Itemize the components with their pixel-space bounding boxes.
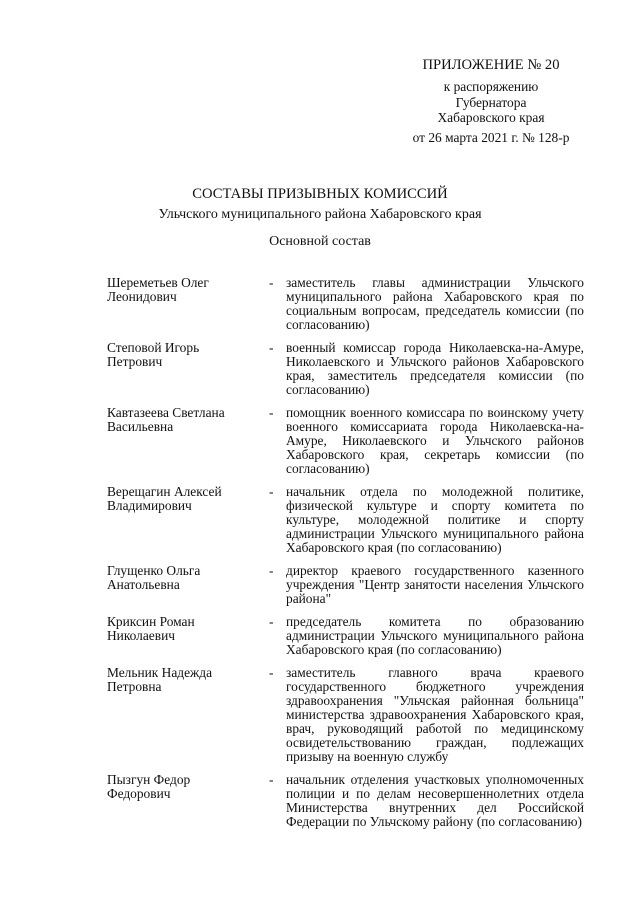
member-name: Криксин Роман Николаевич xyxy=(107,614,195,643)
member-name: Верещагин Алексей Владимирович xyxy=(107,484,222,513)
section-heading: Основной состав xyxy=(269,234,371,249)
member-dash: - xyxy=(269,405,274,420)
member-dash: - xyxy=(269,665,274,680)
member-role: председатель комитета по образованию администрации Ульчского муниципального района Хабаровского края (по согласованию) xyxy=(286,614,584,657)
member-dash: - xyxy=(269,772,274,787)
member-dash: - xyxy=(269,614,274,629)
document-subtitle: Ульчского муниципального района Хабаровского края xyxy=(158,207,482,222)
members-list xyxy=(0,276,640,838)
member-row xyxy=(0,406,640,476)
member-dash: - xyxy=(269,484,274,499)
member-role: начальник отделения участковых уполномоченных полиции и по делам несовершеннолетних отдела Министерства внутренних дел Российской Федерации по Ульчскому району (по согласованию) xyxy=(286,772,584,829)
member-role: директор краевого государственного казенного учреждения "Центр занятости населения Ульчского района" xyxy=(286,563,584,606)
document-title: СОСТАВЫ ПРИЗЫВНЫХ КОМИССИЙ xyxy=(192,186,448,202)
member-role: заместитель главы администрации Ульчского муниципального района Хабаровского края по социальным вопросам, председатель комиссии (по согласованию) xyxy=(286,275,584,332)
member-row xyxy=(0,615,640,657)
member-role: заместитель главного врача краевого государственного бюджетного учреждения здравоохранения "Ульчская районная больница" министерства здравоохранения Хабаровского края, врач, руководящий работой по медицинскому освидетельствованию граждан, подлежащих призыву на военную службу xyxy=(286,665,584,764)
member-row xyxy=(0,666,640,764)
member-role: начальник отдела по молодежной политике, физической культуре и спорту комитета по культуре, молодежной политике и спорту администрации Ульчского муниципального района Хабаровского края (по согласованию) xyxy=(286,484,584,555)
appendix-date: от 26 марта 2021 г. № 128-р xyxy=(412,129,570,145)
member-name: Мельник Надежда Петровна xyxy=(107,665,213,694)
member-role: помощник военного комиссара по воинскому учету военного комиссариата города Николаевска-на-Амуре, Николаевского и Ульчского районов Хабаровского края, секретарь комиссии (по согласованию) xyxy=(286,405,584,476)
member-name: Кавтазеева Светлана Васильевна xyxy=(107,405,225,434)
member-dash: - xyxy=(269,563,274,578)
member-row xyxy=(0,564,640,606)
member-name: Степовой Игорь Петрович xyxy=(107,340,200,369)
appendix-number: ПРИЛОЖЕНИЕ № 20 xyxy=(422,57,560,73)
member-row xyxy=(0,773,640,829)
appendix-line-2: Губернатора xyxy=(455,94,527,110)
member-dash: - xyxy=(269,275,274,290)
member-row xyxy=(0,341,640,397)
member-name: Пызгун Федор Федорович xyxy=(107,772,191,801)
appendix-line-3: Хабаровского края xyxy=(437,110,545,126)
member-role: военный комиссар города Николаевска-на-Амуре, Николаевского и Ульчского районов Хабаровского края, заместитель председателя комиссии (по согласованию) xyxy=(286,340,584,397)
appendix-line-1: к распоряжению xyxy=(443,79,539,95)
member-name: Шереметьев Олег Леонидович xyxy=(107,275,209,304)
member-row xyxy=(0,485,640,555)
member-dash: - xyxy=(269,340,274,355)
member-name: Глущенко Ольга Анатольевна xyxy=(107,563,201,592)
appendix-block xyxy=(402,58,580,145)
member-row xyxy=(0,276,640,332)
